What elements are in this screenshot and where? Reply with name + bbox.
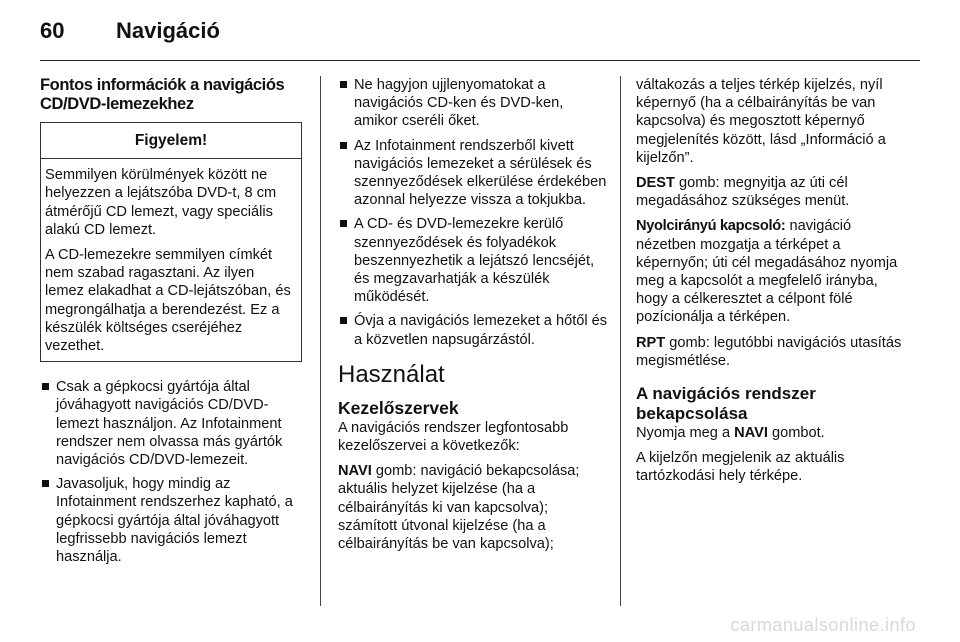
warning-paragraph-2: A CD-lemezekre semmilyen címkét nem szabad ragasztani. Az ilyen lemez elakadhat a CD-lejátszóban, és megrongálhatja a berendezést. Ez a készülék költséges cseréjéhez vezethet. [45, 247, 291, 355]
press-key: NAVI [734, 425, 768, 442]
navi-description [338, 462, 608, 553]
dest-key: DEST [636, 175, 675, 192]
page-header [40, 18, 220, 52]
navi-continuation: váltakozás a teljes térkép kijelzés, nyíl képernyő (ha a célbairányítás be van kapcsolva) és megosztott képernyő megjelenítés között, lásd „Információ a kijelzőn”. [636, 77, 886, 166]
warning-title: Figyelem! [41, 123, 301, 159]
switch-key: Nyolcirányú kapcsoló: [636, 218, 786, 235]
page-title: Navigáció [116, 18, 220, 43]
rpt-description [636, 334, 902, 370]
rpt-text: gomb: legutóbbi navigációs utasítás megismétlése. [636, 334, 902, 369]
subsection-title-controls: Kezelőszervek [338, 397, 459, 418]
list-item: Óvja a navigációs lemezeket a hőtől és a közvetlen napsugárzástól. [338, 312, 608, 348]
bullet-list-2 [338, 76, 608, 349]
column-2 [338, 76, 608, 560]
list-item: A CD- és DVD-lemezekre kerülő szennyeződések és folyadékok beszennyezhetik a lejátszó lencséjét, és megzavarhatják a készülék működését. [338, 215, 608, 306]
list-item: Csak a gépkocsi gyártója által jóváhagyott navigációs CD/DVD-lemezt használjon. Az Infotainment rendszer nem olvassa más gyártók navigációs CD/DVD-lemezeit. [40, 378, 302, 469]
rpt-key: RPT [636, 334, 666, 351]
list-item: Javasoljuk, hogy mindig az Infotainment rendszerhez kapható, a gépkocsi gyártója által jóváhagyott legfrissebb navigációs lemezt használja. [40, 475, 302, 566]
navi-key: NAVI [338, 463, 372, 480]
warning-box [40, 122, 302, 362]
display-result: A kijelzőn megjelenik az aktuális tartózkodási hely térképe. [636, 450, 845, 485]
switch-description [636, 217, 902, 326]
bullet-list-1 [40, 378, 302, 566]
column-3 [636, 76, 902, 493]
switch-text: navigáció nézetben mozgatja a térképet a képernyőn; úti cél megadásához nyomja meg a kapcsolót a megfelelő irányba, hogy a célkeresztet a célpont fölé pozícionálja a térképen. [636, 218, 898, 326]
section-title-usage: Használat [338, 360, 445, 388]
press-after: gombot. [767, 425, 825, 442]
column-divider-1 [320, 76, 321, 606]
press-navi [636, 424, 902, 442]
controls-intro: A navigációs rendszer legfontosabb kezelőszervei a következők: [338, 419, 569, 455]
watermark: carmanualsonline.info [730, 615, 916, 635]
press-before: Nyomja meg a [636, 425, 735, 442]
list-item: Az Infotainment rendszerből kivett navigációs lemezeket a sérülések és szennyeződések elkerülése érdekében azonnal helyezze vissza a tokjukba. [338, 137, 608, 210]
header-rule [40, 60, 920, 61]
warning-paragraph-1: Semmilyen körülmények között ne helyezzen a lejátszóba DVD-t, 8 cm átmérőjű CD lemezt, vagy speciális alakú CD lemezt. [45, 167, 277, 238]
list-item: Ne hagyjon ujjlenyomatokat a navigációs CD-ken és DVD-ken, amikor cseréli őket. [338, 76, 608, 131]
heading-nav-on: A navigációs rendszer bekapcsolása [636, 384, 816, 424]
column-divider-2 [620, 76, 621, 606]
dest-description [636, 174, 902, 210]
page-number: 60 [40, 18, 65, 43]
column-1 [40, 76, 302, 572]
dest-text: gomb: megnyitja az úti cél megadásához szükséges menüt. [636, 175, 850, 210]
section-heading-discs: Fontos információk a navigációs CD/DVD-lemezekhez [40, 76, 285, 113]
warning-body [41, 159, 301, 361]
navi-text: gomb: navigáció bekapcsolása; aktuális helyzet kijelzése (ha a célbairányítás ki van kapcsolva); számított útvonal kijelzése (ha a célbairányítás be van kapcsolva); [338, 463, 580, 553]
